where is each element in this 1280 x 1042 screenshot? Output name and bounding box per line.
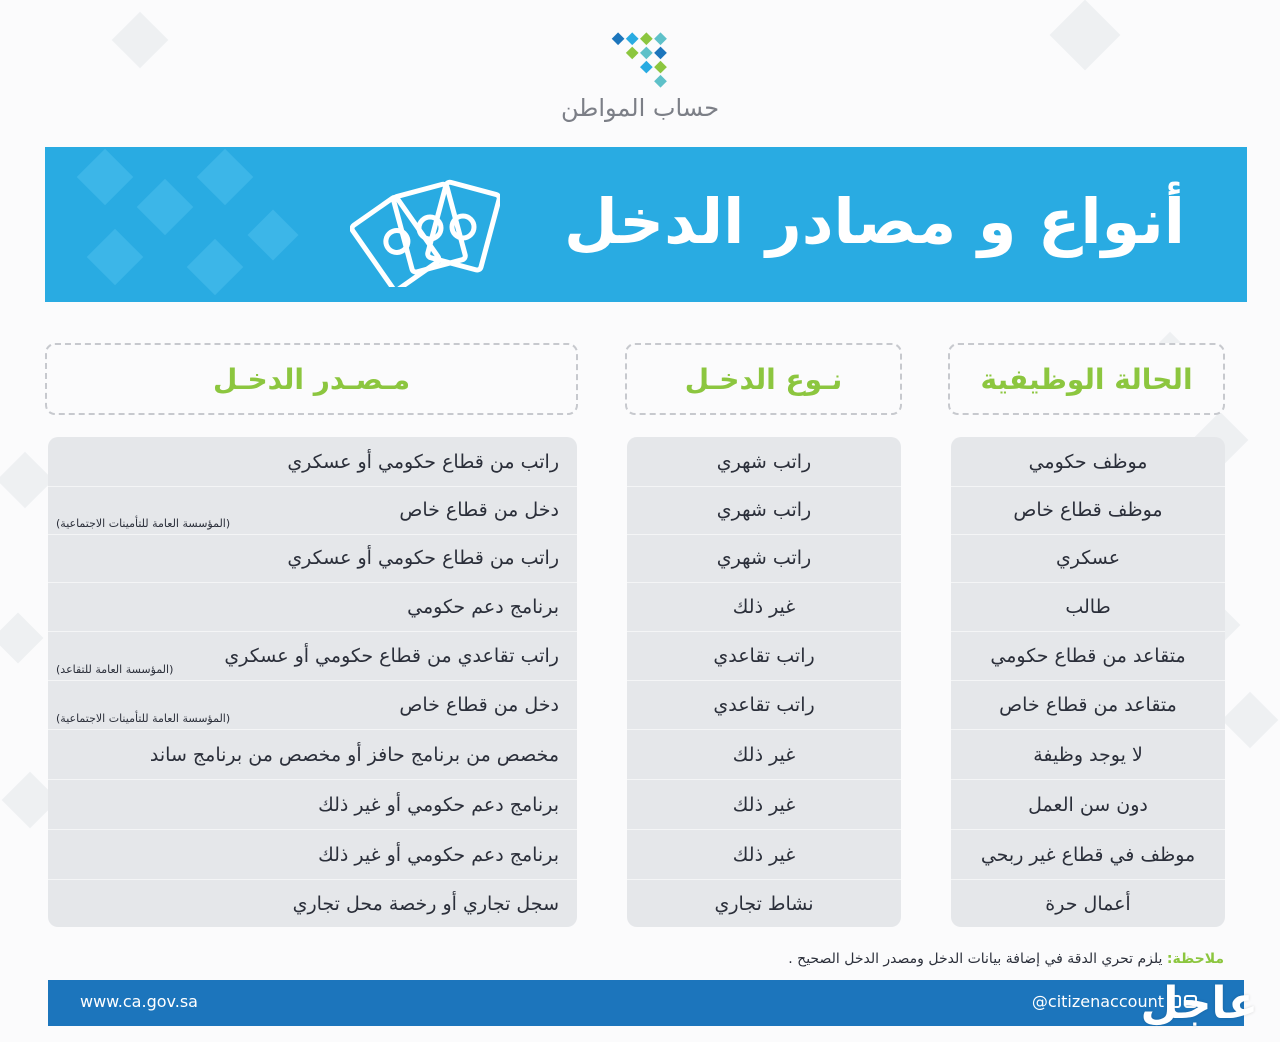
source-cell xyxy=(48,437,577,487)
footnote xyxy=(788,949,1224,969)
status-cell: متقاعد من قطاع خاص xyxy=(951,680,1225,730)
header-employment-status: الحالة الوظيفية xyxy=(948,343,1225,415)
type-cell: راتب شهري xyxy=(627,485,901,535)
column-income-type xyxy=(627,437,901,927)
status-cell: لا يوجد وظيفة xyxy=(951,730,1225,780)
type-cell: غير ذلك xyxy=(627,730,901,780)
footer-bar xyxy=(48,980,1244,1026)
status-cell: أعمال حرة xyxy=(1045,893,1131,915)
column-income-source xyxy=(48,437,577,927)
source-cell xyxy=(48,730,577,780)
source-note: (المؤسسة العامة للتقاعد) xyxy=(56,663,174,676)
source-note: (المؤسسة العامة للتأمينات الاجتماعية) xyxy=(56,517,231,530)
source-cell xyxy=(48,879,577,927)
logo xyxy=(540,20,740,130)
logo-mark-icon xyxy=(595,20,685,95)
source-cell xyxy=(48,631,577,681)
header-income-source: مـصـدر الدخـل xyxy=(45,343,578,415)
status-cell: طالب xyxy=(951,582,1225,632)
source-note: (المؤسسة العامة للتأمينات الاجتماعية) xyxy=(56,712,231,725)
status-cell: عسكري xyxy=(951,533,1225,583)
source-text: سجل تجاري أو رخصة محل تجاري xyxy=(292,893,559,915)
source-cell xyxy=(48,780,577,830)
source-cell xyxy=(48,830,577,880)
title-banner xyxy=(45,147,1247,302)
source-text: دخل من قطاع خاص xyxy=(399,693,559,716)
type-cell: راتب شهري xyxy=(627,533,901,583)
source-cell xyxy=(48,680,577,730)
source-text: برنامج دعم حكومي أو غير ذلك xyxy=(318,793,559,816)
type-cell: راتب تقاعدي xyxy=(627,680,901,730)
social-handle[interactable]: @citizenaccount xyxy=(1031,992,1164,1011)
type-cell: راتب تقاعدي xyxy=(627,631,901,681)
banner-title: أنواع و مصادر الدخل xyxy=(564,185,1185,258)
status-cell: دون سن العمل xyxy=(951,780,1225,830)
status-cell: موظف قطاع خاص xyxy=(951,485,1225,535)
status-cell: موظف في قطاع غير ربحي xyxy=(951,830,1225,880)
source-text: برنامج دعم حكومي أو غير ذلك xyxy=(318,843,559,866)
source-text: راتب من قطاع حكومي أو عسكري xyxy=(287,450,559,473)
footnote-label: ملاحظة: xyxy=(1166,951,1224,967)
source-cell xyxy=(48,533,577,583)
type-cell: نشاط تجاري xyxy=(714,893,814,915)
status-cell: متقاعد من قطاع حكومي xyxy=(951,631,1225,681)
logo-text: حساب المواطن xyxy=(560,94,720,122)
column-employment-status xyxy=(951,437,1225,927)
type-cell: غير ذلك xyxy=(627,582,901,632)
source-text: مخصص من برنامج حافز أو مخصص من برنامج ساند xyxy=(149,743,559,766)
source-text: راتب من قطاع حكومي أو عسكري xyxy=(287,546,559,569)
footnote-text: يلزم تحري الدقة في إضافة بيانات الدخل ومصدر الدخل الصحيح . xyxy=(788,951,1163,967)
status-cell: موظف حكومي xyxy=(951,437,1225,487)
banner-pattern xyxy=(45,147,365,302)
money-bills-icon xyxy=(350,167,500,287)
source-cell xyxy=(48,582,577,632)
type-cell: غير ذلك xyxy=(627,780,901,830)
website-link[interactable]: www.ca.gov.sa xyxy=(80,992,198,1011)
source-text: برنامج دعم حكومي xyxy=(407,595,559,618)
watermark-logo: عاجل xyxy=(1140,978,1258,1029)
source-cell xyxy=(48,485,577,535)
type-cell: راتب شهري xyxy=(627,437,901,487)
header-income-type: نـوع الدخـل xyxy=(625,343,902,415)
source-text: راتب تقاعدي من قطاع حكومي أو عسكري xyxy=(224,644,559,667)
type-cell: غير ذلك xyxy=(627,830,901,880)
source-text: دخل من قطاع خاص xyxy=(399,498,559,521)
